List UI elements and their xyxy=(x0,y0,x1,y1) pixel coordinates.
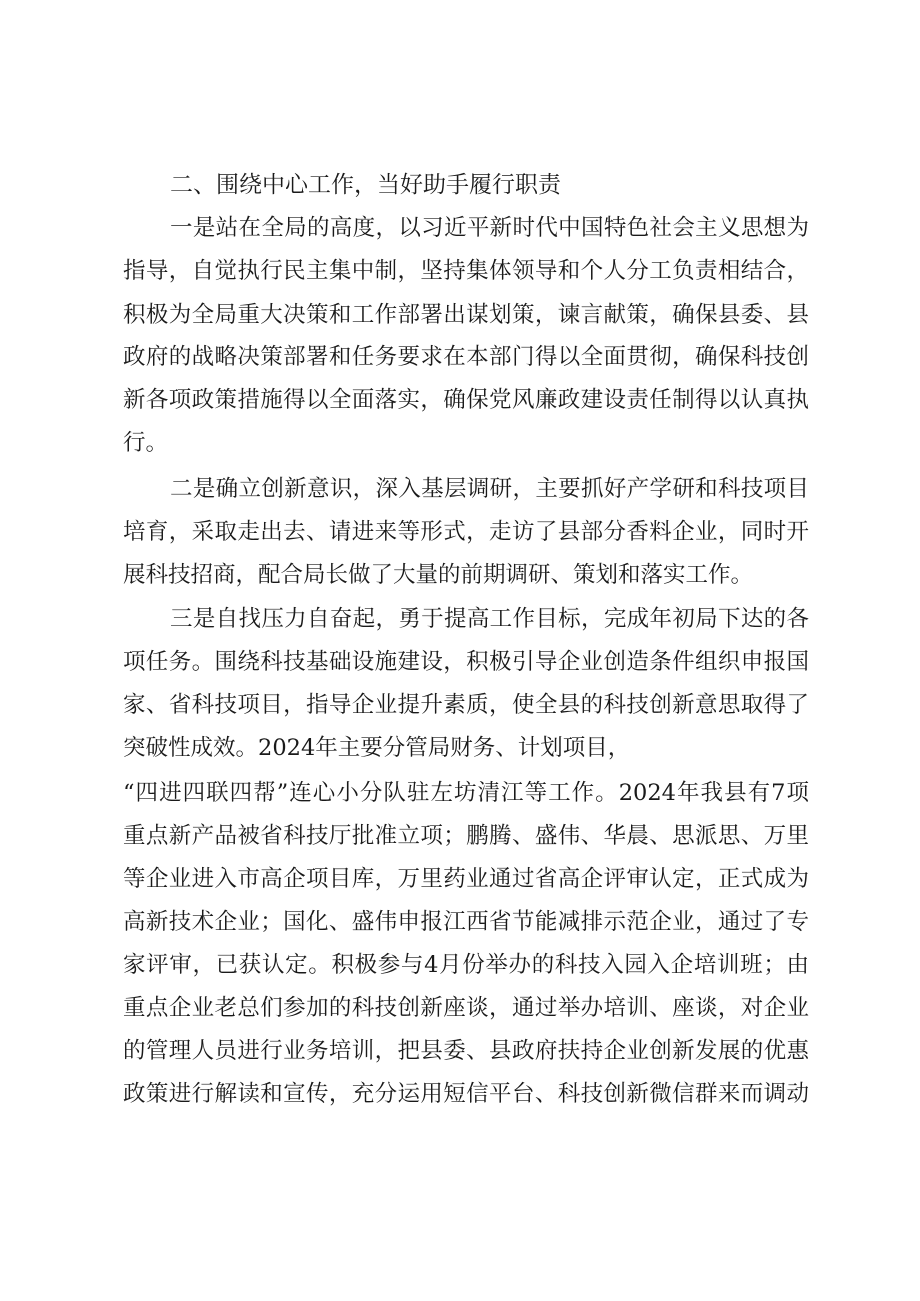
paragraph-line: 指导，自觉执行民主集中制，坚持集体领导和个人分工负责相结合， xyxy=(123,258,809,284)
paragraph-line: 重点企业老总们参加的科技创新座谈，通过举办培训、座谈，对企业 xyxy=(123,995,809,1021)
paragraph-line: 新各项政策措施得以全面落实，确保党风廉政建设责任制得以认真执 xyxy=(123,387,809,413)
paragraph-line: 行。 xyxy=(123,430,169,456)
paragraph-line: 积极为全局重大决策和工作部署出谋划策，谏言献策，确保县委、县 xyxy=(123,302,809,328)
paragraph-line: 培育，采取走出去、请进来等形式，走访了县部分香料企业，同时开 xyxy=(123,519,809,545)
paragraph-line: 三是自找压力自奋起，勇于提高工作目标，完成年初局下达的各 xyxy=(170,606,809,632)
paragraph-line: 展科技招商，配合局长做了大量的前期调研、策划和落实工作。 xyxy=(123,562,754,588)
paragraph-line: “四进四联四帮”连心小分队驻左坊清江等工作。2024年我县有7项 xyxy=(123,780,809,806)
paragraph-line: 重点新产品被省科技厅批准立项；鹏腾、盛伟、华晨、思派思、万里 xyxy=(123,823,809,849)
section-heading: 二、围绕中心工作，当好助手履行职责 xyxy=(170,172,561,198)
paragraph-line: 家评审，已获认定。积极参与4月份举办的科技入园入企培训班；由 xyxy=(123,952,809,978)
paragraph-line: 高新技术企业；国化、盛伟申报江西省节能减排示范企业，通过了专 xyxy=(123,909,809,935)
paragraph-line: 政策进行解读和宣传，充分运用短信平台、科技创新微信群来而调动 xyxy=(123,1081,809,1107)
paragraph-line: 的管理人员进行业务培训，把县委、县政府扶持企业创新发展的优惠 xyxy=(123,1038,809,1064)
paragraph-line: 一是站在全局的高度，以习近平新时代中国特色社会主义思想为 xyxy=(170,215,809,241)
paragraph-line: 突破性成效。2024年主要分管局财务、计划项目， xyxy=(123,735,631,761)
paragraph-line: 政府的战略决策部署和任务要求在本部门得以全面贯彻，确保科技创 xyxy=(123,344,809,370)
paragraph-line: 等企业进入市高企项目库，万里药业通过省高企评审认定，正式成为 xyxy=(123,866,809,892)
paragraph-line: 家、省科技项目，指导企业提升素质，使全县的科技创新意思取得了 xyxy=(123,692,809,718)
paragraph-line: 项任务。围绕科技基础设施建设，积极引导企业创造条件组织申报国 xyxy=(123,649,809,675)
paragraph-line: 二是确立创新意识，深入基层调研，主要抓好产学研和科技项目 xyxy=(170,476,809,502)
